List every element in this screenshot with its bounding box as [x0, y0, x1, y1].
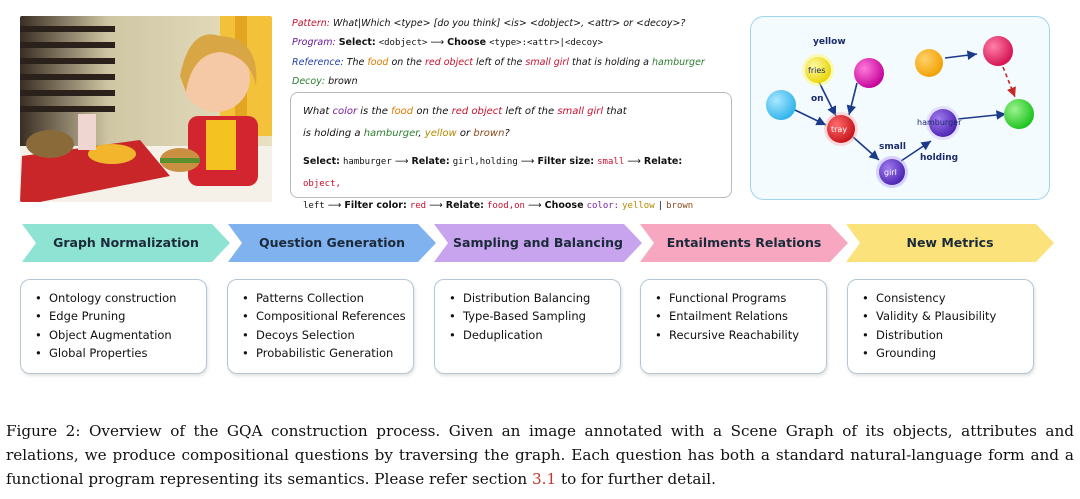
- list-item: • Validity & Plausibility: [876, 307, 1023, 325]
- list-item: • Consistency: [876, 289, 1023, 307]
- node-orange: [915, 49, 943, 77]
- program-label: Program:: [292, 37, 336, 48]
- fp-relate: Relate:: [411, 156, 450, 167]
- question-word: or: [459, 128, 471, 139]
- reference-t2: on the: [391, 57, 422, 68]
- list-item: • Ontology construction: [49, 289, 196, 307]
- caption-section-ref[interactable]: 3.1: [531, 470, 557, 488]
- fp-choose: Choose: [544, 200, 584, 211]
- program-arrow: ⟶: [430, 37, 445, 48]
- caption-text: Figure 2: Overview of the GQA construction process. Given an image annotated with a Scene Graph of its objects, attributes and relations, we produce compositional questions by traversing the graph. Each question has both a standard natural-language form and a functional program representing its semantics. Please refer section: [6, 422, 1074, 488]
- label-small: small: [879, 142, 906, 152]
- reference-food: food: [367, 57, 389, 68]
- list-item: • Grounding: [876, 344, 1023, 362]
- question-word: What: [303, 106, 330, 117]
- question-box: [290, 92, 732, 211]
- question-word: ,: [418, 128, 422, 139]
- list-item: • Edge Pruning: [49, 307, 196, 325]
- question-color: color: [332, 106, 358, 117]
- fp-filter-size: Filter size:: [537, 156, 595, 167]
- question-word: ?: [504, 128, 510, 139]
- fp-relate-arg: food,on: [487, 201, 525, 211]
- node-magenta: [854, 58, 884, 88]
- question-brown: brown: [473, 128, 505, 139]
- fp-choose-brown: brown: [666, 201, 694, 211]
- list-item: • Functional Programs: [669, 289, 816, 307]
- label-yellow: yellow: [813, 37, 846, 47]
- reference-t1: The: [346, 57, 365, 68]
- reference-line: [292, 53, 742, 72]
- question-word: is the: [360, 106, 388, 117]
- question-word: left of the: [505, 106, 555, 117]
- stage-label: Sampling and Balancing: [453, 235, 623, 250]
- fp-relate: Relate:: [643, 156, 683, 167]
- list-item: • Decoys Selection: [256, 326, 403, 344]
- decoy-line: [292, 72, 742, 91]
- stage-entailments-relations: [640, 224, 848, 262]
- list-item: • Recursive Reachability: [669, 326, 816, 344]
- edge-hamburger-green: [958, 114, 1006, 119]
- figure-caption: [6, 419, 1074, 491]
- list-item: • Distribution Balancing: [463, 289, 610, 307]
- fp-choose-arg: color:: [586, 201, 620, 211]
- question-hamburger: hamburger: [363, 128, 419, 139]
- list-item: • Probabilistic Generation: [256, 344, 403, 362]
- edge-orange-pink: [945, 54, 977, 58]
- label-fries: fries: [808, 66, 826, 75]
- decoy-value: brown: [328, 76, 358, 87]
- question-small-girl: small girl: [557, 106, 604, 117]
- question-text: [303, 101, 719, 145]
- decoy-label: Decoy:: [292, 76, 326, 87]
- list-item: • Entailment Relations: [669, 307, 816, 325]
- question-yellow: yellow: [424, 128, 457, 139]
- edge-pink-green: [1003, 67, 1015, 97]
- reference-t3: left of the: [476, 57, 523, 68]
- stage-label: Question Generation: [258, 235, 405, 250]
- program-line: [292, 33, 742, 53]
- fp-relate-arg: girl,holding: [452, 157, 518, 167]
- fp-arrow: ⟶: [627, 156, 641, 167]
- program-select-arg: <dobject>: [378, 38, 428, 48]
- fp-relate-arg: object,: [303, 179, 341, 189]
- stage-graph-normalization: [22, 224, 230, 262]
- fp-filter-color-arg: red: [409, 201, 427, 211]
- question-food: food: [391, 106, 414, 117]
- stage-box-sampling-balancing: [434, 279, 621, 374]
- question-word: on the: [416, 106, 449, 117]
- fp-arrow: ⟶: [527, 200, 542, 211]
- caption-tail: to for further detail.: [560, 470, 716, 488]
- list-item: • Deduplication: [463, 326, 610, 344]
- fp-relate-arg: left: [303, 201, 325, 211]
- label-hamburger: hamburger: [917, 118, 962, 127]
- functional-program: [303, 151, 719, 217]
- fp-relate: Relate:: [445, 200, 484, 211]
- stage-box-question-generation: [227, 279, 414, 374]
- question-word: is holding a: [303, 128, 361, 139]
- list-item: • Patterns Collection: [256, 289, 403, 307]
- edge-magenta-tray: [849, 83, 857, 115]
- pattern-line: [292, 14, 742, 33]
- reference-small-girl: small girl: [525, 57, 569, 68]
- program-choose-arg: <type>:<attr>|<decoy>: [489, 38, 603, 48]
- fp-filter-size-arg: small: [597, 157, 625, 167]
- fp-select-arg: hamburger: [343, 157, 392, 167]
- stage-label: Graph Normalization: [53, 235, 199, 250]
- reference-hamburger: hamburger: [652, 57, 705, 68]
- label-tray: tray: [831, 125, 848, 134]
- stage-new-metrics: [846, 224, 1054, 262]
- scene-graph-svg: [751, 17, 1050, 200]
- stage-label: New Metrics: [906, 235, 994, 250]
- list-item: • Object Augmentation: [49, 326, 196, 344]
- question-red-object: red object: [451, 106, 503, 117]
- stage-label: Entailments Relations: [666, 235, 822, 250]
- stage-sampling-balancing: [434, 224, 642, 262]
- list-item: • Compositional References: [256, 307, 403, 325]
- label-on: on: [811, 94, 824, 104]
- fp-choose-sep: |: [657, 201, 664, 211]
- stage-question-generation: [228, 224, 436, 262]
- fp-arrow: ⟶: [394, 156, 409, 167]
- node-pink: [983, 36, 1013, 66]
- fp-arrow: ⟶: [327, 200, 342, 211]
- program-select: Select:: [338, 37, 376, 48]
- label-girl: girl: [884, 168, 897, 177]
- edge-cyan-tray: [795, 110, 826, 125]
- edge-tray-girl: [853, 137, 879, 160]
- label-holding: holding: [920, 153, 959, 163]
- pattern-block: [292, 14, 742, 91]
- reference-label: Reference:: [292, 57, 344, 68]
- fp-select: Select:: [303, 156, 340, 167]
- reference-red-object: red object: [424, 57, 474, 68]
- pattern-text: What|Which <type> [do you think] <is> <dobject>, <attr> or <decoy>?: [333, 18, 686, 29]
- fp-filter-color: Filter color:: [344, 200, 407, 211]
- fp-arrow: ⟶: [520, 156, 535, 167]
- pattern-label: Pattern:: [292, 18, 330, 29]
- stage-box-new-metrics: [847, 279, 1034, 374]
- question-word: that: [606, 106, 627, 117]
- stage-box-graph-normalization: [20, 279, 207, 374]
- node-green: [1004, 99, 1034, 129]
- fp-choose-yellow: yellow: [622, 201, 655, 211]
- scene-photo: [20, 16, 272, 202]
- fp-arrow: ⟶: [429, 200, 443, 211]
- program-choose: Choose: [447, 37, 487, 48]
- list-item: • Distribution: [876, 326, 1023, 344]
- stage-box-entailments-relations: [640, 279, 827, 374]
- node-cyan: [766, 90, 796, 120]
- list-item: • Type-Based Sampling: [463, 307, 610, 325]
- reference-t4: that is holding a: [572, 57, 649, 68]
- list-item: • Global Properties: [49, 344, 196, 362]
- scene-graph: [750, 16, 1050, 200]
